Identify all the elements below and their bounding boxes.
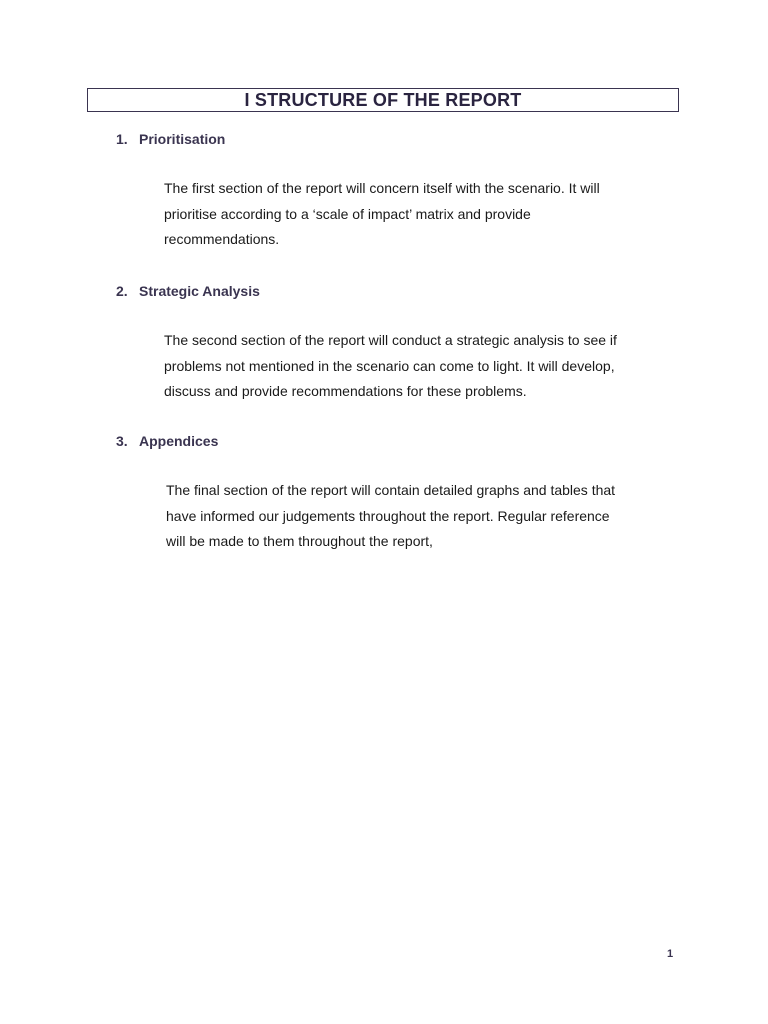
section-heading-strategic-analysis (116, 282, 260, 300)
section-heading-prioritisation (116, 130, 225, 148)
paragraph-line: The second section of the report will conduct a strategic analysis to see if (164, 332, 617, 348)
section-title: Strategic Analysis (139, 283, 260, 299)
section-title: Appendices (139, 433, 219, 449)
page-number: 1 (667, 948, 674, 960)
page-title: I STRUCTURE OF THE REPORT (244, 90, 522, 110)
section-body-prioritisation (164, 176, 674, 253)
paragraph-line: prioritise according to a ‘scale of impact’ matrix and provide (164, 205, 531, 222)
section-body-strategic-analysis (164, 328, 674, 405)
paragraph-line: recommendations. (164, 231, 280, 247)
section-number: 2. (116, 283, 128, 299)
section-title: Prioritisation (139, 131, 226, 147)
paragraph-line: problems not mentioned in the scenario can come to light. It will develop, (164, 357, 615, 374)
section-body-appendices (166, 478, 676, 555)
paragraph-line: have informed our judgements throughout the report. Regular reference (166, 507, 610, 524)
title-box (87, 88, 679, 112)
paragraph-line: The final section of the report will contain detailed graphs and tables that (166, 482, 616, 498)
section-number: 3. (116, 433, 128, 449)
section-number: 1. (116, 131, 128, 147)
paragraph-line: The first section of the report will concern itself with the scenario. It will (164, 180, 600, 196)
paragraph-line: will be made to them throughout the report, (166, 533, 433, 549)
section-heading-appendices (116, 432, 218, 450)
paragraph-line: discuss and provide recommendations for these problems. (164, 383, 527, 399)
